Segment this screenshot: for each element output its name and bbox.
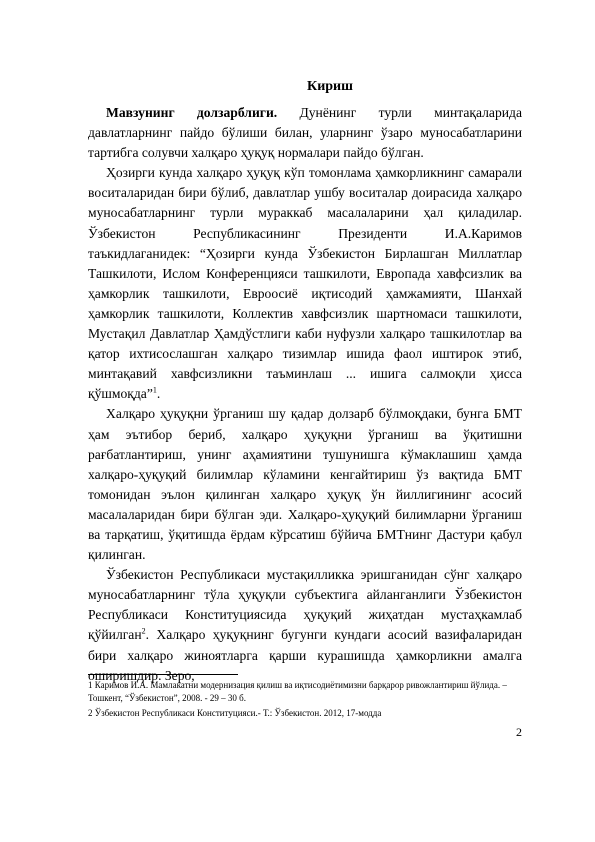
paragraph-text: Ўзбекистон Республикаси мустақилликка эришганидан сўнг халқаро муносабатларнинг тўла ҳуқуқли субъектига айланганлиги Ўзбекистон Республикаси Конституциясида ҳуқуқий жиҳатдан мустаҳкамлаб қўйилган	[88, 567, 522, 643]
paragraph-text: Дунёнинг турли минтақаларида давлатларнинг пайдо бўлиши билан, уларнинг ўзаро муносабатларини тартибга солувчи халқаро ҳуқуқ нормалари пайдо бўлган.	[88, 105, 522, 161]
footnote-2: 2 Ўзбекистон Республикаси Конституцияси.- Т.: Ўзбекистон. 2012, 17-модда	[88, 708, 382, 718]
paragraph-un	[88, 404, 522, 565]
footnote-ref[interactable]: 2	[141, 626, 146, 636]
footnote-separator	[88, 674, 238, 675]
page-number: 2	[516, 725, 522, 739]
footnote-1: 1 Каримов И.А. Мамлакатни модернизация қилиш ва иқтисодиётимизни барқарор ривожлантириш йўлида. – Тошкент, “Ўзбекистон”, 2008. - 29 – 30 б.	[88, 680, 507, 703]
footnote-ref[interactable]: 1	[152, 385, 157, 395]
paragraph-lead: Мавзунинг долзарблиги.	[106, 105, 278, 120]
paragraph-cooperation	[88, 163, 522, 404]
paragraph-relevance	[88, 103, 522, 163]
paragraph-uzbekistan	[88, 565, 522, 686]
paragraph-text-end: .	[156, 386, 161, 402]
page-title: Кириш	[307, 79, 353, 94]
paragraph-text: Халқаро ҳуқуқни ўрганиш шу қадар долзарб бўлмоқдаки, бунга БМТ ҳам эътибор бериб, халқаро ҳуқуқни ўрганиш ва ўқитишни рағбатлантириш, унинг аҳамиятини тушунишга кўмаклашиш ҳамда халқаро-ҳуқуқий билимлар кўламини кенгайтириш ўз вақтида БМТ томонидан эълон қилинган халқаро ҳуқуқ ўн йиллигининг асосий масалаларидан бири бўлган эди. Халқаро-ҳуқуқий билимларни ўрганиш ва тарқатиш, ўқитишда ёрдам кўрсатиш бўйича БМТнинг Дастури қабул қилинган.	[88, 406, 522, 563]
body-text	[88, 103, 522, 686]
paragraph-text-end: . Халқаро ҳуқуқнинг бугунги кундаги асосий вазифаларидан бири халқаро жиноятларга қарши курашишда ҳамкорликни амалга оширишдир. Зеро,	[88, 627, 522, 683]
paragraph-text: Ҳозирги кунда халқаро ҳуқуқ кўп томонлама ҳамкорликнинг самарали воситаларидан бири бўлиб, давлатлар ушбу воситалар доирасида халқаро муносабатларнинг турли мураккаб масалаларини ҳал қиладилар. Ўзбекистон Республикасининг Президенти И.А.Каримов таъкидлаганидек: “Ҳозирги кунда Ўзбекистон Бирлашган Миллатлар Ташкилоти, Ислом Конференцияси ташкилоти, Европада хавфсизлик ва ҳамкорлик ташкилоти, Евроосиё иқтисодий ҳамжамияти, Шанхай ҳамкорлик ташкилоти, Коллектив хавфсизлик шартномаси ташкилоти, Мустақил Давлатлар Ҳамдўстлиги каби нуфузли халқаро ташкилотлар ва қатор ихтисослашган халқаро тизимлар ишида фаол иштирок этиб, минтақавий хавфсизликни таъминлаш ... ишига салмоқли ҳисса қўшмоқда”	[88, 165, 522, 402]
